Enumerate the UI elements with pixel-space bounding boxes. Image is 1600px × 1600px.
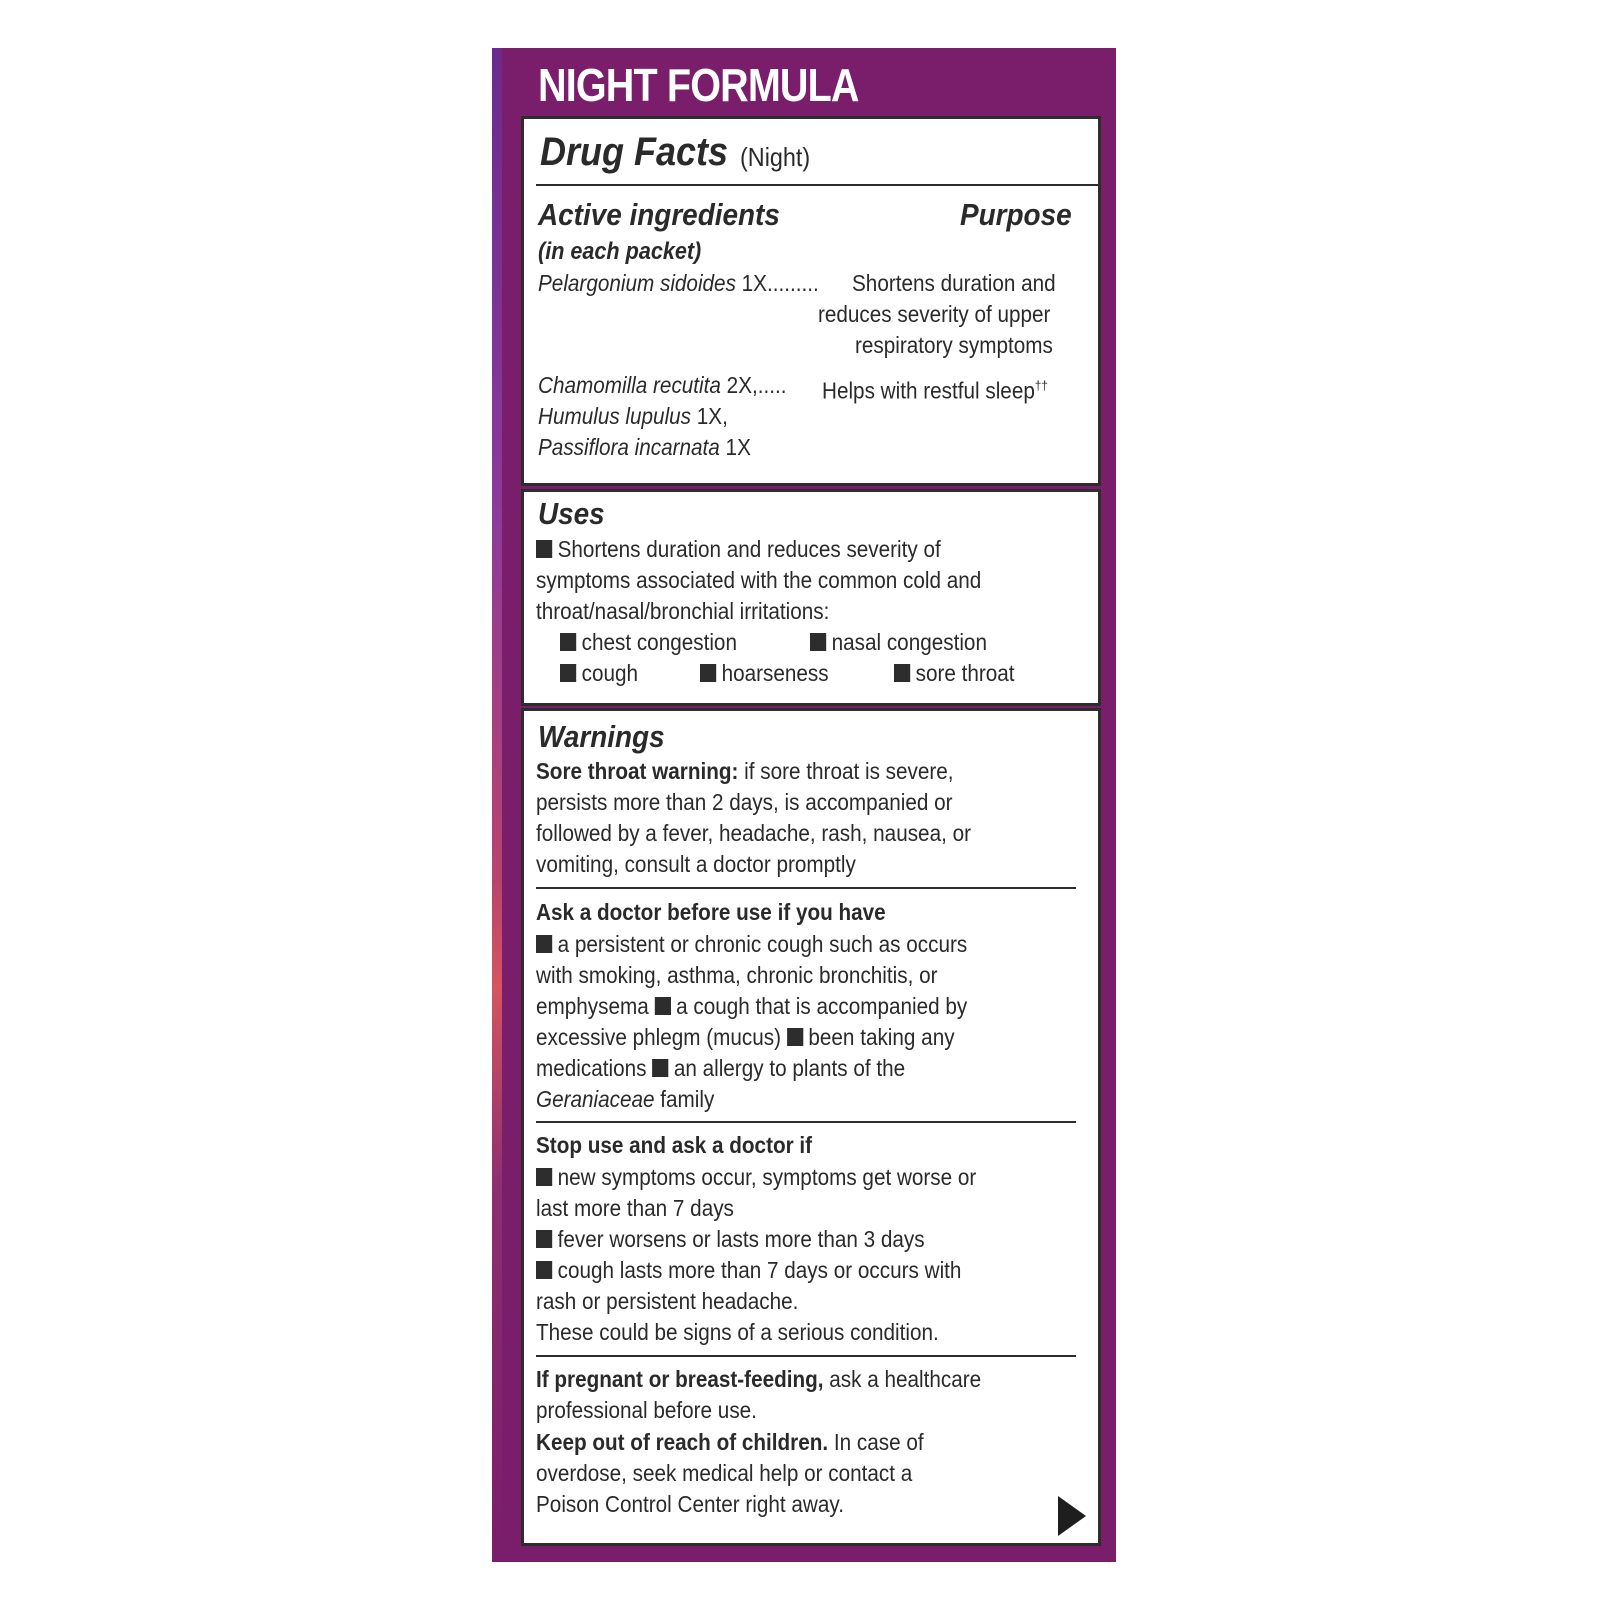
ingredient-row-2 [538,370,787,401]
active-subheading: (in each packet) [538,238,702,265]
stop-use-heading: Stop use and ask a doctor if [536,1132,813,1158]
children-text: In case of [828,1429,924,1455]
ingredient-row-1 [538,268,819,299]
warnings-divider [536,1355,1076,1357]
ask-doctor-text: a cough that is accompanied by [676,993,968,1019]
active-ingredients-heading: Active ingredients [538,197,780,232]
warnings-heading: Warnings [538,719,665,754]
sore-throat-line-2: persists more than 2 days, is accompanied or [536,789,953,815]
square-bullet-icon [536,1230,552,1248]
ingredient-name: Humulus lupulus [538,403,692,429]
square-bullet-icon [536,935,552,953]
stop-use-text: fever worsens or lasts more than 3 days [557,1226,925,1252]
uses-item [560,658,638,689]
ask-doctor-text: been taking any [808,1024,955,1050]
uses-item-label: chest congestion [581,629,737,655]
ask-doctor-line-2: with smoking, asthma, chronic bronchitis, or [536,962,938,988]
ingredient-name: Passiflora incarnata [538,434,720,460]
stop-use-line-5: rash or persistent headache. [536,1288,799,1314]
night-formula-title: NIGHT FORMULA [538,59,859,111]
stop-use-line-6: These could be signs of a serious condition. [536,1319,939,1345]
pregnant-line-2: professional before use. [536,1397,757,1423]
purpose-heading: Purpose [960,197,1072,232]
ingredient-row-3 [538,401,728,432]
purpose-line-3: respiratory symptoms [855,332,1053,358]
ask-doctor-text: Geraniaceae [536,1086,655,1112]
uses-item [810,627,987,658]
sore-throat-line-4: vomiting, consult a doctor promptly [536,851,856,877]
ask-doctor-text: excessive phlegm (mucus) [536,1024,782,1050]
uses-line-1 [536,534,941,565]
ask-doctor-line-4 [536,1022,955,1053]
square-bullet-icon [787,1028,803,1046]
uses-item [894,658,1015,689]
ingredient-name: Chamomilla recutita [538,372,721,398]
children-line-1 [536,1427,924,1458]
ask-doctor-heading: Ask a doctor before use if you have [536,899,886,925]
ingredient-dose: 1X, [691,403,728,429]
ingredient-dose: 1X......... [735,270,819,296]
square-bullet-icon [894,664,910,682]
stop-use-line-2: last more than 7 days [536,1195,734,1221]
warnings-divider [536,1121,1076,1123]
uses-item-label: hoarseness [721,660,829,686]
ask-doctor-text: a persistent or chronic cough such as occurs [557,931,968,957]
footnote-mark: †† [1034,378,1048,393]
stop-use-text: new symptoms occur, symptoms get worse or [557,1164,977,1190]
play-arrow-icon [1058,1496,1086,1536]
ask-doctor-line-3 [536,991,967,1022]
drug-facts-title: Drug Facts [540,130,729,174]
sore-throat-label: Sore throat warning: [536,758,739,784]
uses-line-3: throat/nasal/bronchial irritations: [536,598,830,624]
panel-edge-artwork [492,48,502,1562]
purpose-line-2: reduces severity of upper [818,301,1051,327]
square-bullet-icon [655,997,671,1015]
stop-use-line-4 [536,1255,961,1286]
purpose-sleep [822,370,1048,407]
ingredient-row-4 [538,432,751,463]
ask-doctor-text: emphysema [536,993,649,1019]
drug-facts-rule [536,184,1100,186]
ask-doctor-line-1 [536,929,967,960]
pregnant-text: ask a healthcare [823,1366,982,1392]
uses-line-2: symptoms associated with the common cold and [536,567,982,593]
stop-use-text: cough lasts more than 7 days or occurs with [557,1257,962,1283]
pregnant-line-1 [536,1364,981,1395]
sore-throat-line-3: followed by a fever, headache, rash, nausea, or [536,820,971,846]
square-bullet-icon [700,664,716,682]
ask-doctor-line-5 [536,1053,905,1084]
children-line-3: Poison Control Center right away. [536,1491,844,1517]
ingredient-name: Pelargonium sidoides [538,270,736,296]
uses-item [560,627,737,658]
ingredient-dose: 2X,..... [720,372,787,398]
uses-item [700,658,829,689]
pregnant-label: If pregnant or breast-feeding, [536,1366,824,1392]
ask-doctor-text: an allergy to plants of the [673,1055,906,1081]
square-bullet-icon [560,664,576,682]
stop-use-line-1 [536,1162,976,1193]
ask-doctor-text: family [654,1086,715,1112]
children-label: Keep out of reach of children. [536,1429,829,1455]
children-line-2: overdose, seek medical help or contact a [536,1460,913,1486]
uses-text: Shortens duration and reduces severity of [557,536,941,562]
purpose-sleep-text: Helps with restful sleep [822,377,1035,404]
square-bullet-icon [810,633,826,651]
uses-heading: Uses [538,496,605,531]
drug-facts-subtitle: (Night) [740,142,811,172]
square-bullet-icon [536,1261,552,1279]
square-bullet-icon [536,540,552,558]
uses-item-label: nasal congestion [831,629,987,655]
ask-doctor-text: medications [536,1055,647,1081]
uses-item-label: sore throat [915,660,1015,686]
square-bullet-icon [536,1168,552,1186]
sore-throat-line-1 [536,756,954,787]
uses-item-label: cough [581,660,639,686]
square-bullet-icon [652,1059,668,1077]
square-bullet-icon [560,633,576,651]
ingredient-dose: 1X [719,434,751,460]
sore-throat-text: if sore throat is severe, [738,758,954,784]
stop-use-line-3 [536,1224,925,1255]
purpose-line-1: Shortens duration and [852,270,1056,296]
warnings-divider [536,887,1076,889]
ask-doctor-line-6 [536,1084,714,1115]
